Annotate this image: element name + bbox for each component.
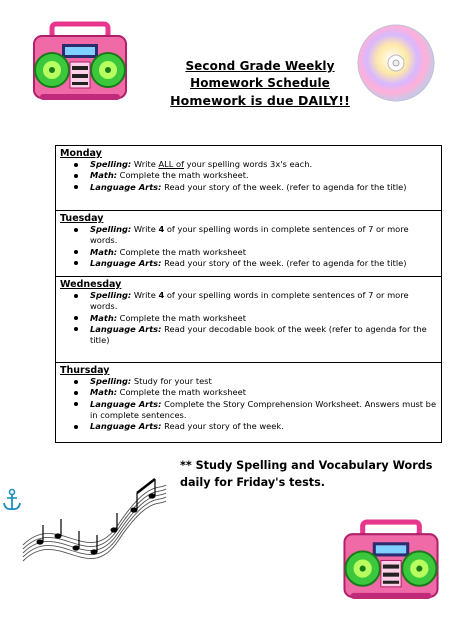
- title-line-2: Homework Schedule: [190, 76, 330, 90]
- task-math: Math: Complete the math worksheet: [90, 387, 437, 398]
- title-line-1: Second Grade Weekly: [185, 59, 335, 73]
- task-language-arts: Language Arts: Read your story of the week. (refer to agenda for the title): [90, 258, 437, 269]
- task-language-arts: Language Arts: Complete the Story Comprehension Worksheet. Answers must be in complete sentences.: [90, 398, 437, 420]
- task-list: [60, 224, 437, 269]
- task-math: Math: Complete the math worksheet.: [90, 170, 437, 181]
- task-language-arts: Language Arts: Read your story of the week.: [90, 421, 437, 432]
- task-language-arts: Language Arts: Read your decodable book of the week (refer to agenda for the title): [90, 324, 437, 347]
- page-title: [110, 58, 410, 109]
- task-list: [60, 376, 437, 432]
- day-name: Tuesday: [60, 213, 104, 224]
- task-spelling: Spelling: Write 4 of your spelling words in complete sentences of 7 or more words.: [90, 290, 437, 313]
- task-spelling: Spelling: Write ALL of your spelling words 3x's each.: [90, 159, 437, 170]
- task-list: [60, 159, 437, 193]
- day-tuesday: [56, 211, 441, 277]
- day-wednesday: [56, 277, 441, 363]
- day-name: Monday: [60, 148, 102, 159]
- task-spelling: Spelling: Write 4 of your spelling words in complete sentences of 7 or more words.: [90, 224, 437, 247]
- task-math: Math: Complete the math worksheet: [90, 313, 437, 324]
- day-name: Thursday: [60, 365, 110, 376]
- task-spelling: Spelling: Study for your test: [90, 376, 437, 387]
- boombox-icon: [340, 518, 442, 604]
- study-reminder-note: ** Study Spelling and Vocabulary Words daily for Friday's tests.: [180, 459, 433, 489]
- day-monday: [56, 146, 441, 211]
- music-notes-icon: [18, 470, 168, 580]
- task-language-arts: Language Arts: Read your story of the week. (refer to agenda for the title): [90, 182, 437, 193]
- homework-schedule-table: [55, 145, 442, 443]
- title-line-3: Homework is due DAILY!!: [170, 93, 350, 108]
- task-math: Math: Complete the math worksheet: [90, 247, 437, 258]
- day-name: Wednesday: [60, 279, 122, 290]
- task-list: [60, 290, 437, 346]
- day-thursday: [56, 363, 441, 442]
